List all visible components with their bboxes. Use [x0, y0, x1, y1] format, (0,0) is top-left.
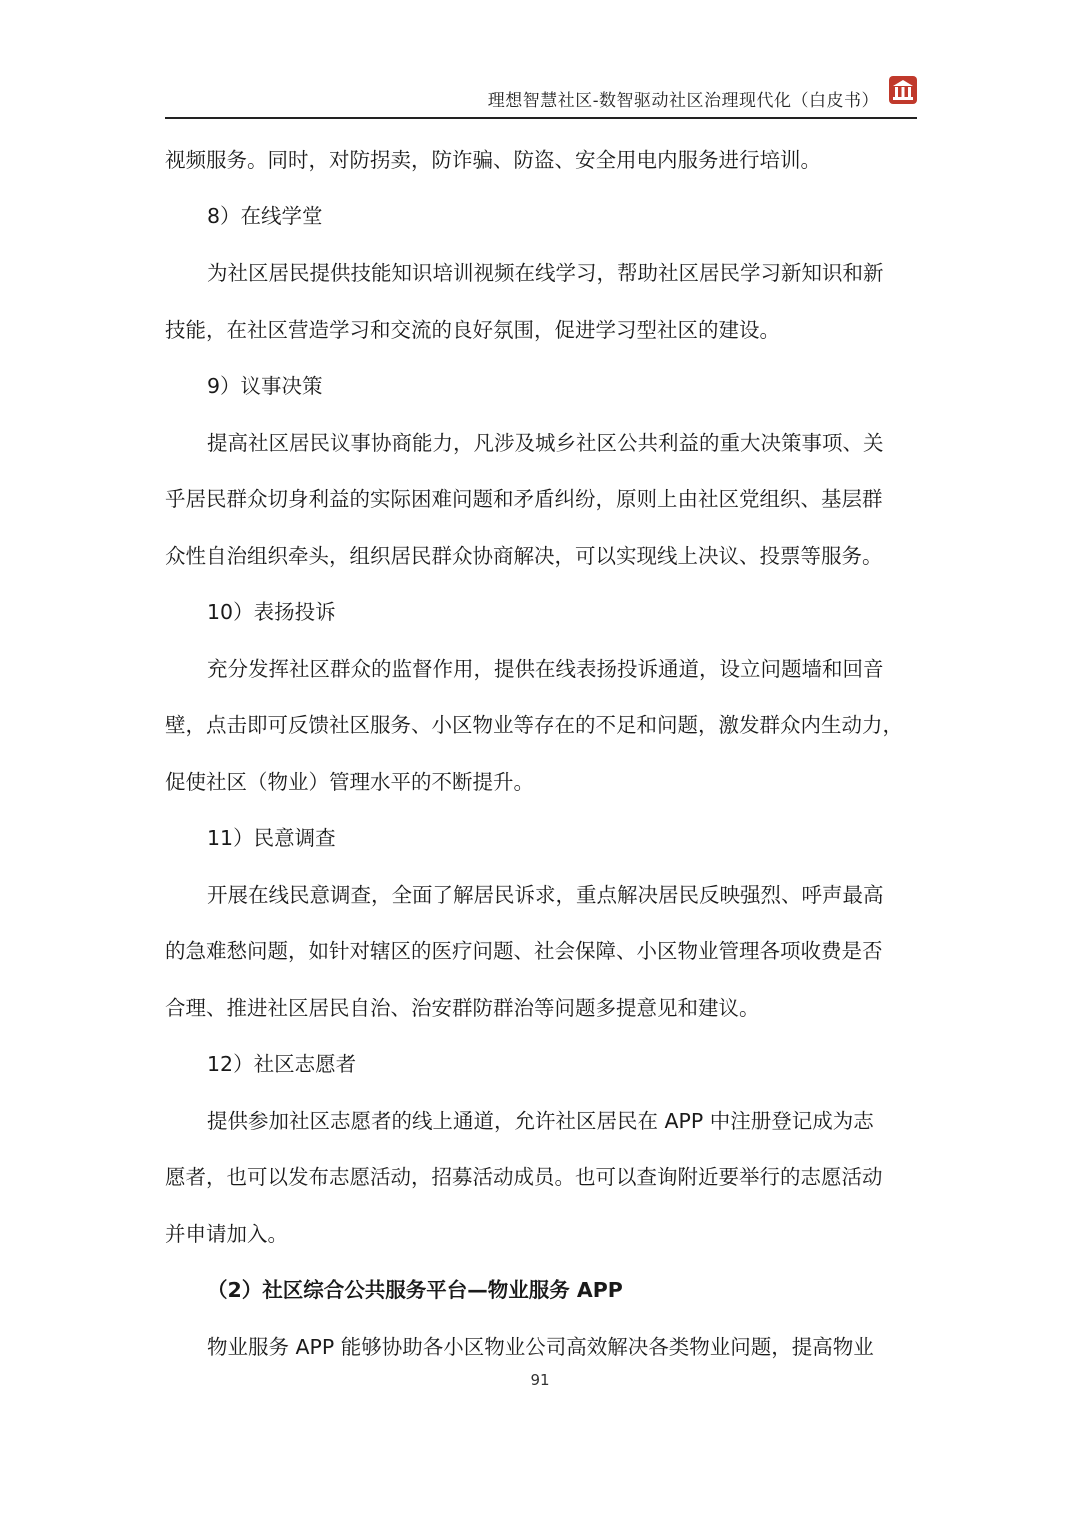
- section-heading: 10）表扬投诉: [207, 600, 336, 624]
- paragraph-line: 众性自治组织牵头，组织居民群众协商解决，可以实现线上决议、投票等服务。: [165, 544, 883, 568]
- page-number: 91: [530, 1371, 550, 1389]
- paragraph-line: 壁，点击即可反馈社区服务、小区物业等存在的不足和问题，激发群众内生动力，: [165, 713, 903, 737]
- paragraph-line: 合理、推进社区居民自治、治安群防群治等问题多提意见和建议。: [165, 996, 760, 1020]
- paragraph-line: 开展在线民意调查，全面了解居民诉求，重点解决居民反映强烈、呼声最高: [207, 883, 884, 907]
- building-logo-icon: [889, 76, 917, 104]
- page-header: [165, 70, 917, 120]
- paragraph-line: 愿者，也可以发布志愿活动，招募活动成员。也可以查询附近要举行的志愿活动: [165, 1165, 883, 1189]
- header-divider: [165, 117, 917, 119]
- section-heading: 12）社区志愿者: [207, 1052, 357, 1076]
- paragraph-line: 提高社区居民议事协商能力，凡涉及城乡社区公共利益的重大决策事项、关: [207, 431, 884, 455]
- paragraph-line: 视频服务。同时，对防拐卖，防诈骗、防盗、安全用电内服务进行培训。: [165, 148, 821, 172]
- paragraph-line: 的急难愁问题，如针对辖区的医疗问题、社会保障、小区物业管理各项收费是否: [165, 939, 883, 963]
- paragraph-line: 并申请加入。: [165, 1222, 288, 1246]
- paragraph-line: 乎居民群众切身利益的实际困难问题和矛盾纠纷，原则上由社区党组织、基层群: [165, 487, 883, 511]
- paragraph-line: 为社区居民提供技能知识培训视频在线学习，帮助社区居民学习新知识和新: [207, 261, 884, 285]
- header-title: 理想智慧社区-数智驱动社区治理现代化（白皮书）: [487, 91, 879, 111]
- paragraph-line: 充分发挥社区群众的监督作用，提供在线表扬投诉通道，设立问题墙和回音: [207, 657, 884, 681]
- paragraph-line: 技能，在社区营造学习和交流的良好氛围，促进学习型社区的建设。: [165, 318, 780, 342]
- paragraph-line: 提供参加社区志愿者的线上通道，允许社区居民在 APP 中注册登记成为志: [207, 1109, 874, 1133]
- section-heading: 11）民意调查: [207, 826, 336, 850]
- section-heading: 9）议事决策: [207, 374, 323, 398]
- paragraph-line: 促使社区（物业）管理水平的不断提升。: [165, 770, 534, 794]
- subsection-heading: （2）社区综合公共服务平台—物业服务 APP: [207, 1278, 623, 1302]
- section-heading: 8）在线学堂: [207, 204, 323, 228]
- paragraph-line: 物业服务 APP 能够协助各小区物业公司高效解决各类物业问题，提高物业: [207, 1335, 874, 1359]
